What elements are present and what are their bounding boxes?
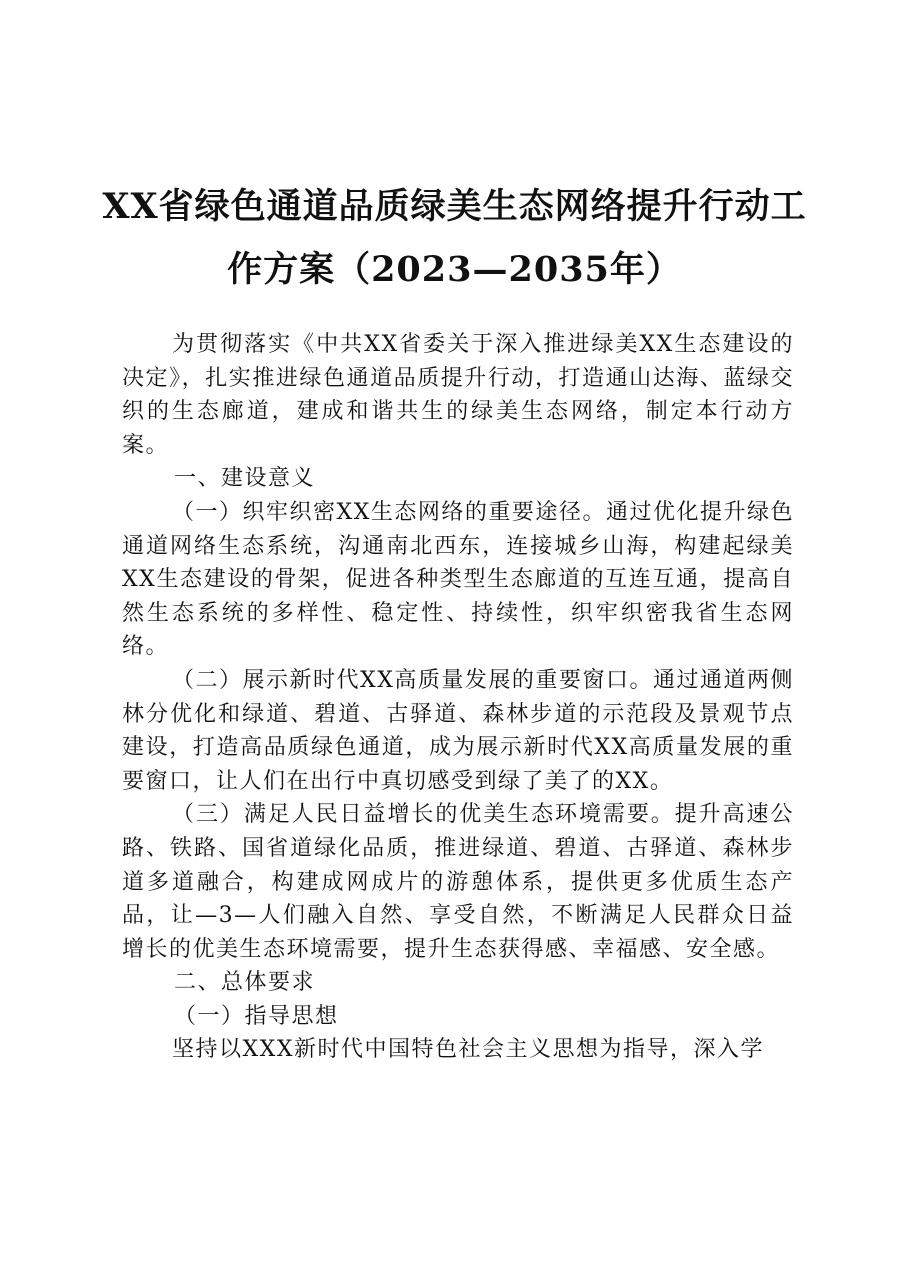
intro-paragraph: 为贯彻落实《中共XX省委关于深入推进绿美XX生态建设的决定》，扎实推进绿色通道品质提升行动，打造通山达海、蓝绿交织的生态廊道，建成和谐共生的绿美生态网络，制定本行动方案。 <box>122 332 794 458</box>
section-heading-requirements: 二、总体要求 <box>174 970 316 996</box>
paragraph-significance-1: （一）织牢织密XX生态网络的重要途径。通过优化提升绿色通道网络生态系统，沟通南北西东，连接城乡山海，构建起绿美XX生态建设的骨架，促进各种类型生态廊道的互连互通，提高自然生态系统的多样性、稳定性、持续性，织牢织密我省生态网络。 <box>122 499 794 660</box>
document-title-line-2: 作方案（2023—2035年） <box>227 249 682 290</box>
paragraph-significance-3: （三）满足人民日益增长的优美生态环境需要。提升高速公路、铁路、国省道绿化品质，推进绿道、碧道、古驿道、森林步道多道融合，构建成网成片的游憩体系，提供更多优质生态产品，让—3—人们融入自然、享受自然，不断满足人民群众日益增长的优美生态环境需要，提升生态获得感、幸福感、安全感。 <box>122 802 794 962</box>
section-heading-significance: 一、建设意义 <box>174 466 316 492</box>
paragraph-guiding-ideology: 坚持以XXX新时代中国特色社会主义思想为指导，深入学 <box>172 1037 764 1063</box>
document-title-line-1: XX省绿色通道品质绿美生态网络提升行动工 <box>102 186 807 227</box>
subheading-guiding-ideology: （一）指导思想 <box>174 1003 339 1029</box>
document-body <box>122 328 794 1067</box>
paragraph-significance-2: （二）展示新时代XX高质量发展的重要窗口。通过通道两侧林分优化和绿道、碧道、古驿道、森林步道的示范段及景观节点建设，打造高品质绿色通道，成为展示新时代XX高质量发展的重要窗口，让人们在出行中真切感受到绿了美了的XX。 <box>122 667 794 794</box>
